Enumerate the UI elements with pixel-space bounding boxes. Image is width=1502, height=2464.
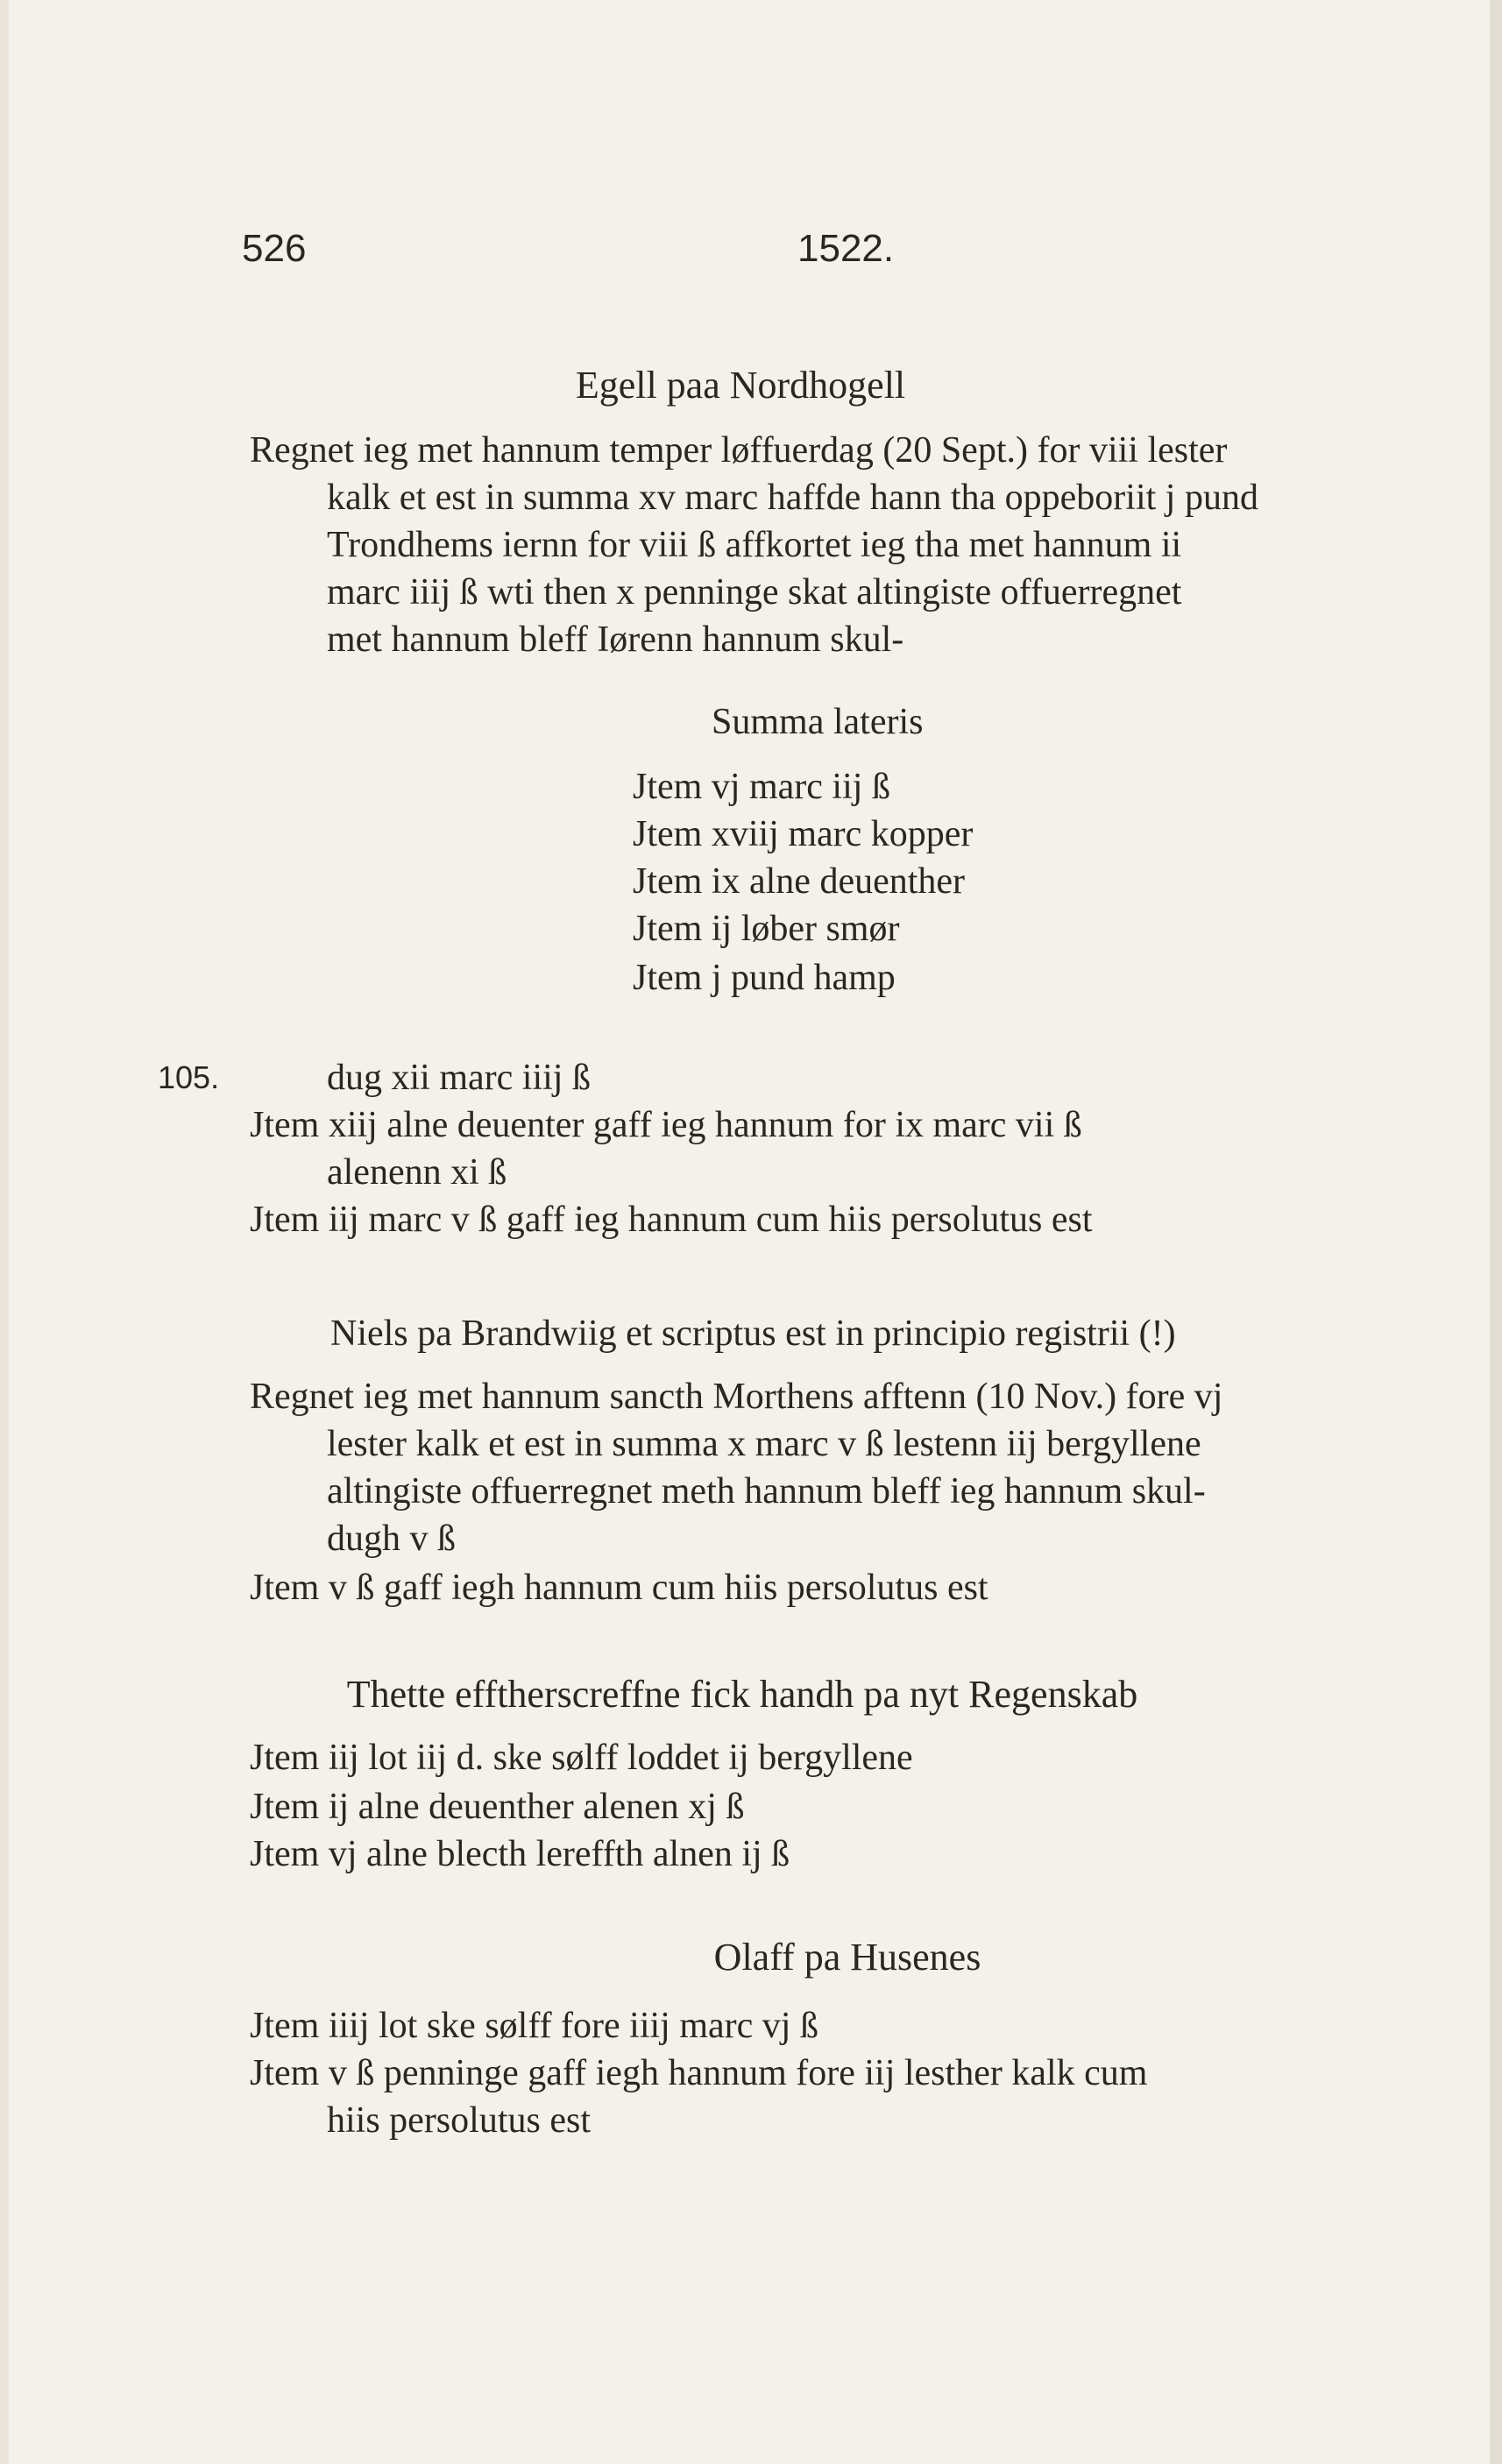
text-line: Jtem xiij alne deuenter gaff ieg hannum for ix marc vii ß [250, 1105, 1082, 1145]
text-line: dug xii marc iiij ß [327, 1058, 591, 1098]
text-line: Jtem v ß gaff iegh hannum cum hiis persolutus est [250, 1568, 988, 1608]
text-line: Regnet ieg met hannum temper løffuerdag (20 Sept.) for viii lester [250, 430, 1228, 471]
list-item: Jtem j pund hamp [633, 958, 896, 998]
text-line: marc iiij ß wti then x penninge skat altingiste offuerregnet [327, 572, 1182, 612]
margin-number: 105. [158, 1059, 220, 1095]
text-line: Jtem iij marc v ß gaff ieg hannum cum hiis persolutus est [250, 1200, 1093, 1240]
text-line: met hannum bleff Iørenn hannum skul- [327, 620, 904, 660]
text-line: Jtem vj alne blecth lereffth alnen ij ß [250, 1834, 790, 1874]
text-line: lester kalk et est in summa x marc v ß lestenn iij bergyllene [327, 1424, 1201, 1464]
text-line: Regnet ieg met hannum sancth Morthens afftenn (10 Nov.) fore vj [250, 1377, 1223, 1417]
text-line: dugh v ß [327, 1519, 456, 1559]
text-line: Jtem iij lot iij d. ske sølff loddet ij bergyllene [250, 1738, 913, 1778]
summa-title: Summa lateris [712, 702, 924, 742]
text-line: altingiste offuerregnet meth hannum bleff ieg hannum skul- [327, 1471, 1206, 1512]
section-title-thette: Thette efftherscreffne fick handh pa nyt Regenskab [346, 1673, 1138, 1716]
list-item: Jtem xviij marc kopper [633, 814, 974, 854]
section-title-olaff: Olaff pa Husenes [713, 1936, 981, 1979]
list-item: Jtem ij løber smør [633, 909, 900, 949]
text-line: kalk et est in summa xv marc haffde hann tha oppeboriit j pund [327, 478, 1258, 518]
page-number: 526 [242, 227, 307, 270]
section-title-egell: Egell paa Nordhogell [575, 364, 906, 407]
list-item: Jtem vj marc iij ß [633, 767, 890, 807]
page-edge-right [1490, 0, 1502, 2464]
text-line: Jtem ij alne deuenther alenen xj ß [250, 1787, 745, 1827]
text-line: Jtem iiij lot ske sølff fore iiij marc vj ß [250, 2006, 818, 2046]
page-year: 1522. [797, 227, 895, 270]
text-line: hiis persolutus est [327, 2100, 591, 2141]
section-title-niels: Niels pa Brandwiig et scriptus est in principio registrii (!) [330, 1313, 1176, 1354]
text-line: Jtem v ß penninge gaff iegh hannum fore iij lesther kalk cum [250, 2053, 1148, 2093]
text-line: alenenn xi ß [327, 1152, 507, 1193]
list-item: Jtem ix alne deuenther [633, 861, 966, 902]
text-line: Trondhems iernn for viii ß affkortet ieg tha met hannum ii [327, 525, 1182, 565]
